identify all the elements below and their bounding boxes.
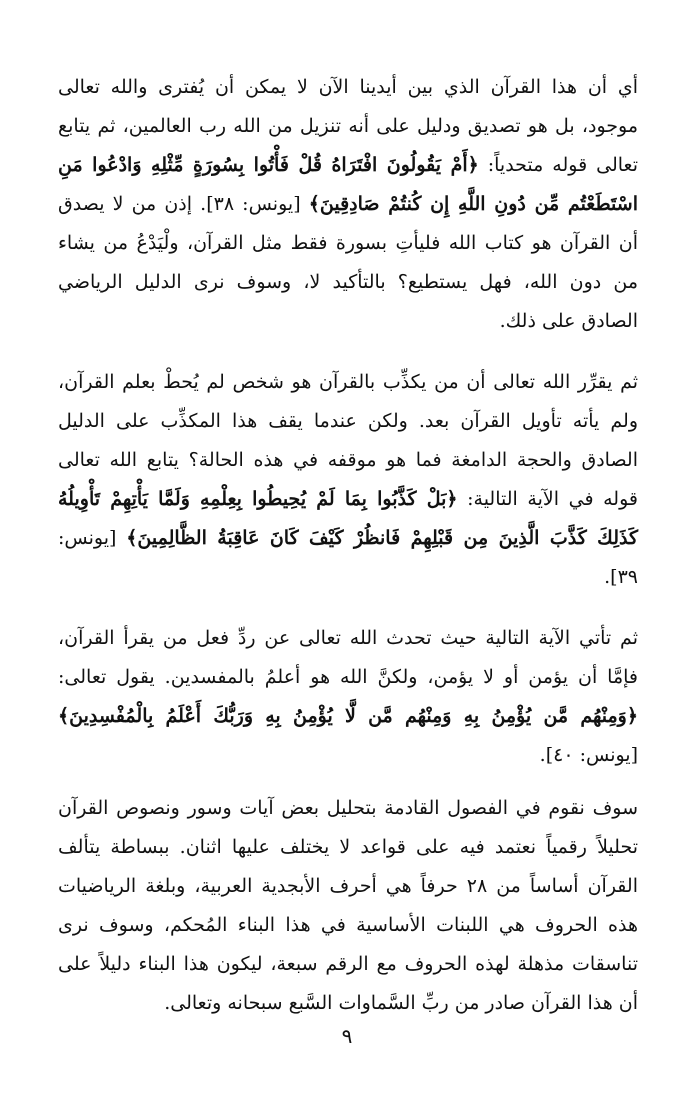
quran-verse-yunus-39: ﴿بَلْ كَذَّبُوا بِمَا لَمْ يُحِيطُوا بِعِلْمِهِ وَلَمَّا يَأْتِهِمْ تَأْوِيلُهُ كَذَلِكَ كَذَّبَ الَّذِينَ مِن قَبْلِهِمْ فَانظُرْ كَيْفَ كَانَ عَاقِبَةُ الظَّالِمِينَ﴾ bbox=[58, 488, 639, 549]
paragraph-1 bbox=[58, 68, 638, 341]
paragraph-1-text-b: [يونس: ٣٨]. إذن من لا يصدق أن القرآن هو كتاب الله فليأتِ بسورة فقط مثل القرآن، ولْيَدْعُ من يشاء من دون الله، فهل يستطيع؟ بالتأكيد لا، وسوف نرى الدليل الرياضي الصادق على ذلك. bbox=[58, 193, 638, 332]
paragraph-2-text-b: [يونس: ٣٩]. bbox=[58, 527, 638, 588]
paragraph-2 bbox=[58, 363, 638, 597]
page-body bbox=[58, 68, 638, 1043]
paragraph-3-text-b: [يونس: ٤٠]. bbox=[539, 744, 638, 766]
paragraph-1-text-a: أي أن هذا القرآن الذي بين أيدينا الآن لا يمكن أن يُفترى والله تعالى موجود، بل هو تصديق ودليل على أنه تنزيل من الله رب العالمين، ثم يتابع تعالى قوله متحدياً: bbox=[58, 76, 638, 176]
paragraph-3 bbox=[58, 619, 638, 775]
quran-verse-yunus-40: ﴿وَمِنْهُم مَّن يُؤْمِنُ بِهِ وَمِنْهُم مَّن لَّا يُؤْمِنُ بِهِ وَرَبُّكَ أَعْلَمُ بِالْمُفْسِدِينَ﴾ bbox=[58, 705, 638, 727]
quran-verse-yunus-38: ﴿أَمْ يَقُولُونَ افْتَرَاهُ قُلْ فَأْتُوا بِسُورَةٍ مِّثْلِهِ وَادْعُوا مَنِ اسْتَطَعْتُم مِّن دُونِ اللَّهِ إِن كُنتُمْ صَادِقِينَ﴾ bbox=[58, 154, 638, 215]
page-number: ٩ bbox=[341, 1024, 353, 1048]
paragraph-4-text: سوف نقوم في الفصول القادمة بتحليل بعض آيات وسور ونصوص القرآن تحليلاً رقمياً نعتمد فيه على قواعد لا يختلف عليها اثنان. ببساطة يتألف القرآن أساساً من ٢٨ حرفاً هي أحرف الأبجدية العربية، وبلغة الرياضيات هذه الحروف هي اللبنات الأساسية في هذا البناء المُحكم، وسوف نرى تناسقات مذهلة لهذه الحروف مع الرقم سبعة، ليكون هذا البناء دليلاً على أن هذا القرآن صادر من ربِّ السَّماوات السَّبع سبحانه وتعالى. bbox=[58, 797, 638, 1014]
paragraph-3-text-a: ثم تأتي الآية التالية حيث تحدث الله تعالى عن ردِّ فعل من يقرأ القرآن، فإمَّا أن يؤمن أو لا يؤمن، ولكنَّ الله هو أعلمُ بالمفسدين. يقول تعالى: bbox=[58, 627, 638, 688]
paragraph-2-text-a: ثم يقرِّر الله تعالى أن من يكذِّب بالقرآن هو شخص لم يُحطْ بعلم القرآن، ولم يأته تأويل القرآن بعد. ولكن عندما يقف هذا المكذِّب على الدليل الصادق والحجة الدامغة فما هو موقفه في هذه الحالة؟ يتابع الله تعالى قوله في الآية التالية: bbox=[58, 371, 639, 510]
paragraph-4 bbox=[58, 789, 638, 1023]
